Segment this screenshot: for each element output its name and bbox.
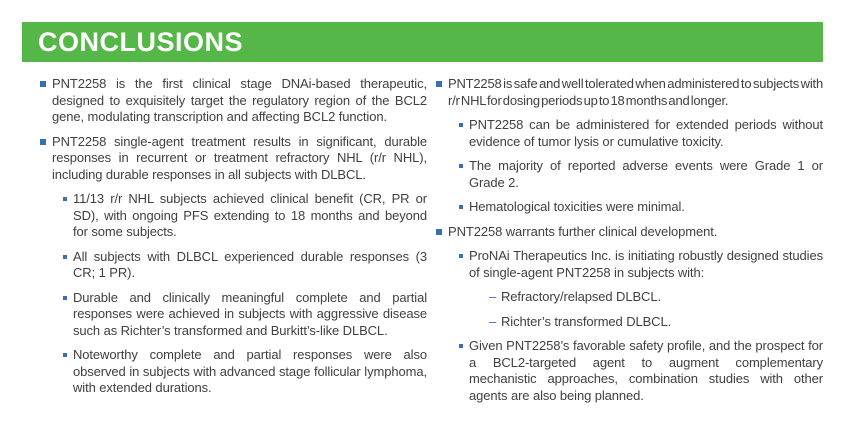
bullet-dot-icon <box>459 205 463 209</box>
list-item-text: Hematological toxicities were minimal. <box>469 199 685 214</box>
page-title: CONCLUSIONS <box>38 26 244 57</box>
bullet-dot-icon <box>459 164 463 168</box>
dash-icon: – <box>489 313 497 329</box>
list-item-text: All subjects with DLBCL experienced durable responses (3 CR; 1 PR). <box>73 248 427 280</box>
list-item <box>489 314 823 331</box>
section-header-bar <box>22 22 823 62</box>
bullet-square-icon <box>436 81 442 87</box>
list-item-text: Noteworthy complete and partial responses were also observed in subjects with advanced stage follicular lymphoma, with extended durations. <box>73 347 427 395</box>
list-item <box>40 76 427 126</box>
bullet-dot-icon <box>63 255 67 259</box>
list-item <box>458 117 823 150</box>
list-item <box>62 347 427 397</box>
left-column <box>40 76 427 412</box>
list-item <box>62 191 427 241</box>
two-column-content <box>40 76 823 412</box>
list-item-text: 11/13 r/r NHL subjects achieved clinical benefit (CR, PR or SD), with ongoing PFS extending to 18 months and beyond for some subjects. <box>73 191 427 239</box>
list-item <box>62 290 427 340</box>
list-item <box>458 199 823 216</box>
list-item-text: PNT2258 warrants further clinical development. <box>448 223 718 239</box>
list-item-text: Refractory/relapsed DLBCL. <box>501 289 661 304</box>
list-item <box>62 249 427 282</box>
bullet-dot-icon <box>63 353 67 357</box>
bullet-square-icon <box>40 81 46 87</box>
list-item-text: Given PNT2258’s favorable safety profile, and the prospect for a BCL2-targeted agent to augment complementary mechanistic approaches, combination studies with other agents are also being planned. <box>469 338 823 403</box>
right-column <box>436 76 823 412</box>
list-item <box>436 76 823 109</box>
list-item <box>458 158 823 191</box>
list-item <box>40 134 427 184</box>
bullet-square-icon <box>436 229 442 235</box>
list-item <box>436 224 823 241</box>
bullet-dot-icon <box>459 254 463 258</box>
list-item-text: PNT2258 is the first clinical stage DNAi-based therapeutic, designed to exquisitely target the regulatory region of the BCL2 gene, modulating transcription and affecting BCL2 function. <box>52 76 427 124</box>
list-item-text: Durable and clinically meaningful complete and partial responses were achieved in subjects with aggressive disease such as Richter’s transformed and Burkitt’s-like DLBCL. <box>73 289 427 338</box>
list-item-text: PNT2258 can be administered for extended periods without evidence of tumor lysis or cumulative toxicity. <box>469 117 823 149</box>
list-item <box>458 338 823 404</box>
bullet-dot-icon <box>459 344 463 348</box>
dash-icon: – <box>489 289 497 304</box>
bullet-dot-icon <box>459 123 463 127</box>
bullet-dot-icon <box>63 197 67 201</box>
list-item-text: Richter’s transformed DLBCL. <box>501 313 672 329</box>
bullet-square-icon <box>40 139 46 145</box>
list-item-text: The majority of reported adverse events were Grade 1 or Grade 2. <box>469 158 823 190</box>
list-item-text: PNT2258 single-agent treatment results in significant, durable responses in recurrent or treatment refractory NHL (r/r NHL), including durable responses in all subjects with DLBCL. <box>52 133 427 182</box>
list-item-text: ProNAi Therapeutics Inc. is initiating robustly designed studies of single-agent PNT2258 in subjects with: <box>469 248 823 280</box>
list-item <box>489 289 823 306</box>
bullet-dot-icon <box>63 296 67 300</box>
list-item-text: PNT2258 is safe and well tolerated when administered to subjects with r/r NHL for dosing periods up to 18 months and longer. <box>448 76 823 108</box>
list-item <box>458 248 823 281</box>
